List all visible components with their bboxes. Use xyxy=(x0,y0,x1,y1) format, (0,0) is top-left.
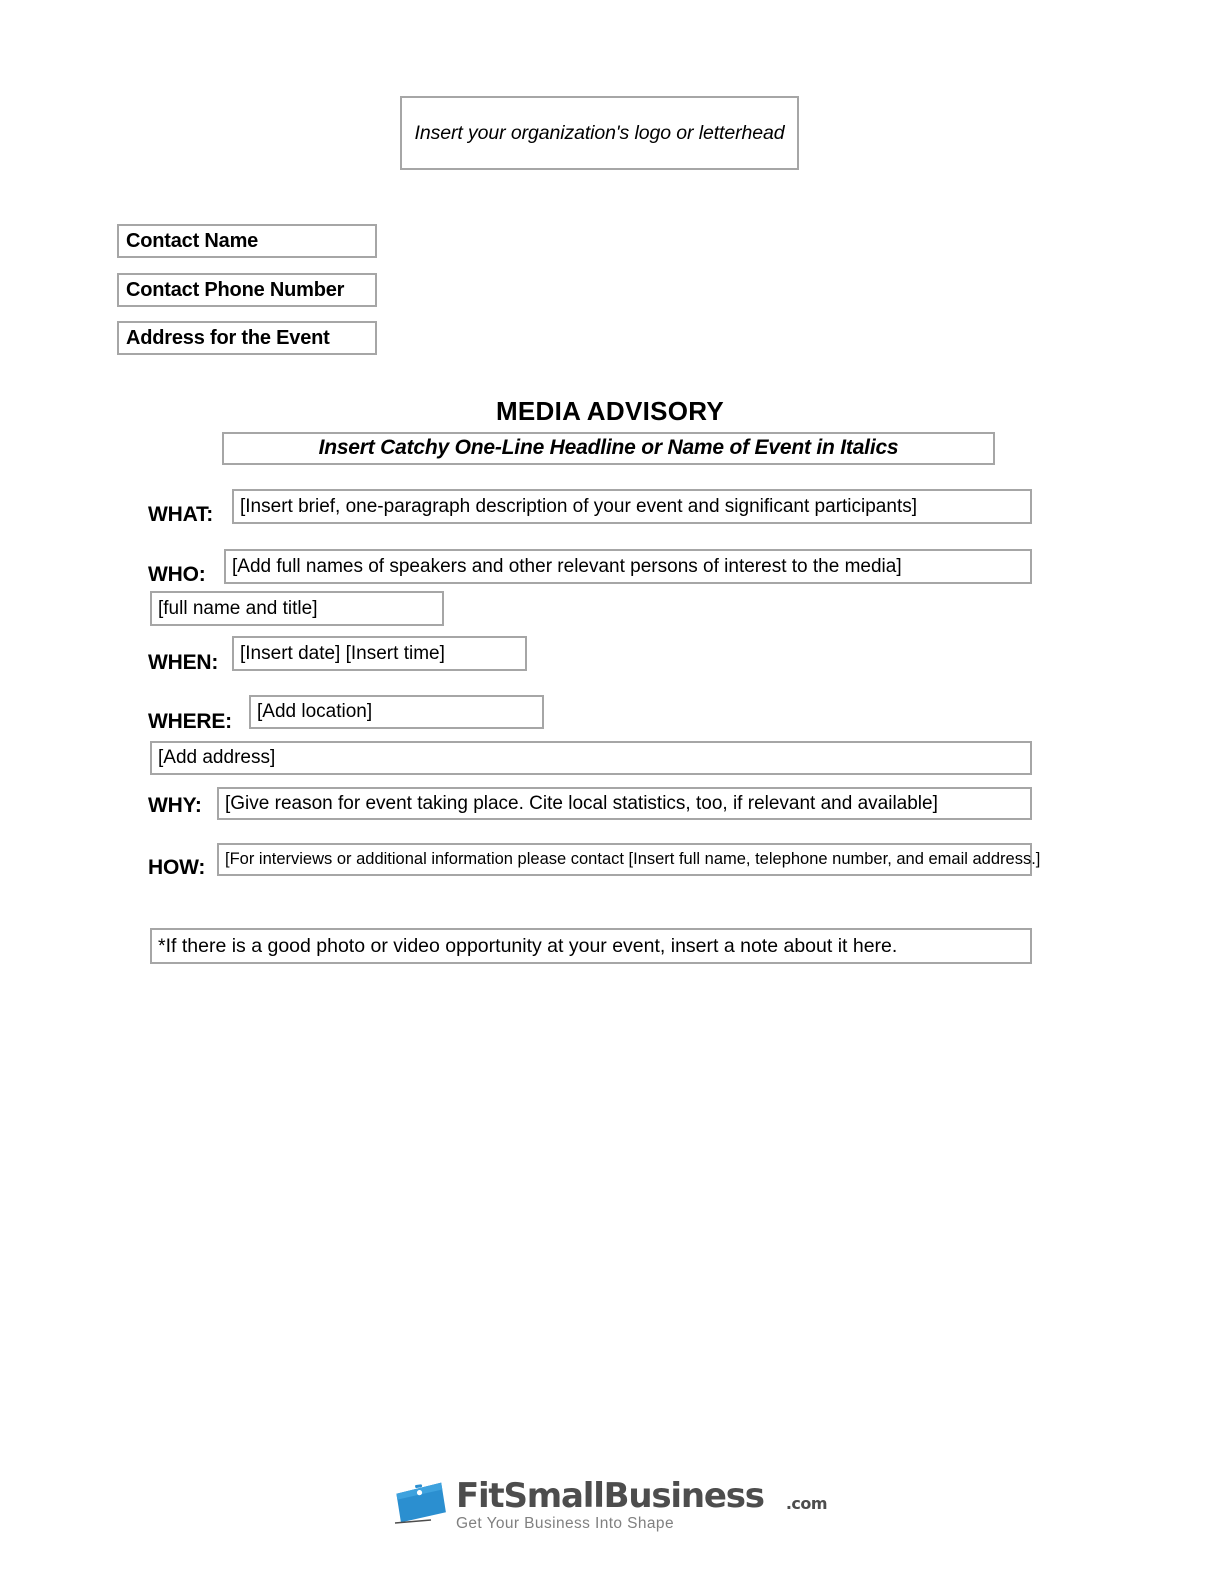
contact-address-field[interactable] xyxy=(117,321,377,355)
why-field[interactable] xyxy=(217,787,1032,820)
what-field[interactable] xyxy=(232,489,1032,524)
page-title: MEDIA ADVISORY xyxy=(495,396,725,426)
contact-name-text: Contact Name xyxy=(126,229,259,252)
who-full-name-field[interactable] xyxy=(150,591,444,626)
when-field[interactable] xyxy=(232,636,527,671)
brand-name: FitSmallBusiness xyxy=(455,1476,764,1516)
who-text: [Add full names of speakers and other relevant persons of interest to the media] xyxy=(232,555,902,577)
headline-text: Insert Catchy One-Line Headline or Name of Event in Italics xyxy=(318,436,899,460)
how-text: [For interviews or additional information please contact [Insert full name, telephone number, and email address.] xyxy=(225,850,1041,869)
headline-field[interactable] xyxy=(222,432,995,465)
footnote-field[interactable] xyxy=(150,928,1032,964)
briefcase-icon xyxy=(393,1478,449,1526)
contact-name-field[interactable] xyxy=(117,224,377,258)
footer-logo xyxy=(0,1478,1220,1548)
label-what: WHAT: xyxy=(148,503,214,526)
when-text: [Insert date] [Insert time] xyxy=(240,642,445,664)
letterhead-placeholder-text: Insert your organization's logo or letterhead xyxy=(414,121,785,144)
label-who: WHO: xyxy=(148,563,206,586)
what-text: [Insert brief, one-paragraph description of your event and significant participants] xyxy=(240,495,917,517)
how-field[interactable] xyxy=(217,843,1041,876)
label-where: WHERE: xyxy=(148,710,232,733)
label-why: WHY: xyxy=(148,794,202,817)
who-full-name-text: [full name and title] xyxy=(158,597,318,619)
brand-tagline: Get Your Business Into Shape xyxy=(455,1515,674,1532)
label-when: WHEN: xyxy=(148,651,219,674)
contact-phone-text: Contact Phone Number xyxy=(126,278,345,301)
letterhead-placeholder-box[interactable] xyxy=(400,96,799,170)
where-text: [Add location] xyxy=(257,701,373,723)
why-text: [Give reason for event taking place. Cite local statistics, too, if relevant and available] xyxy=(225,792,938,814)
where-address-text: [Add address] xyxy=(158,747,276,769)
label-how: HOW: xyxy=(148,856,206,879)
where-field[interactable] xyxy=(249,695,544,729)
footnote-text: *If there is a good photo or video opportunity at your event, insert a note about it here. xyxy=(158,934,898,957)
brand-suffix: .com xyxy=(785,1494,828,1513)
contact-address-text: Address for the Event xyxy=(126,326,330,349)
contact-phone-field[interactable] xyxy=(117,273,377,307)
who-field[interactable] xyxy=(224,549,1032,584)
where-address-field[interactable] xyxy=(150,741,1032,775)
